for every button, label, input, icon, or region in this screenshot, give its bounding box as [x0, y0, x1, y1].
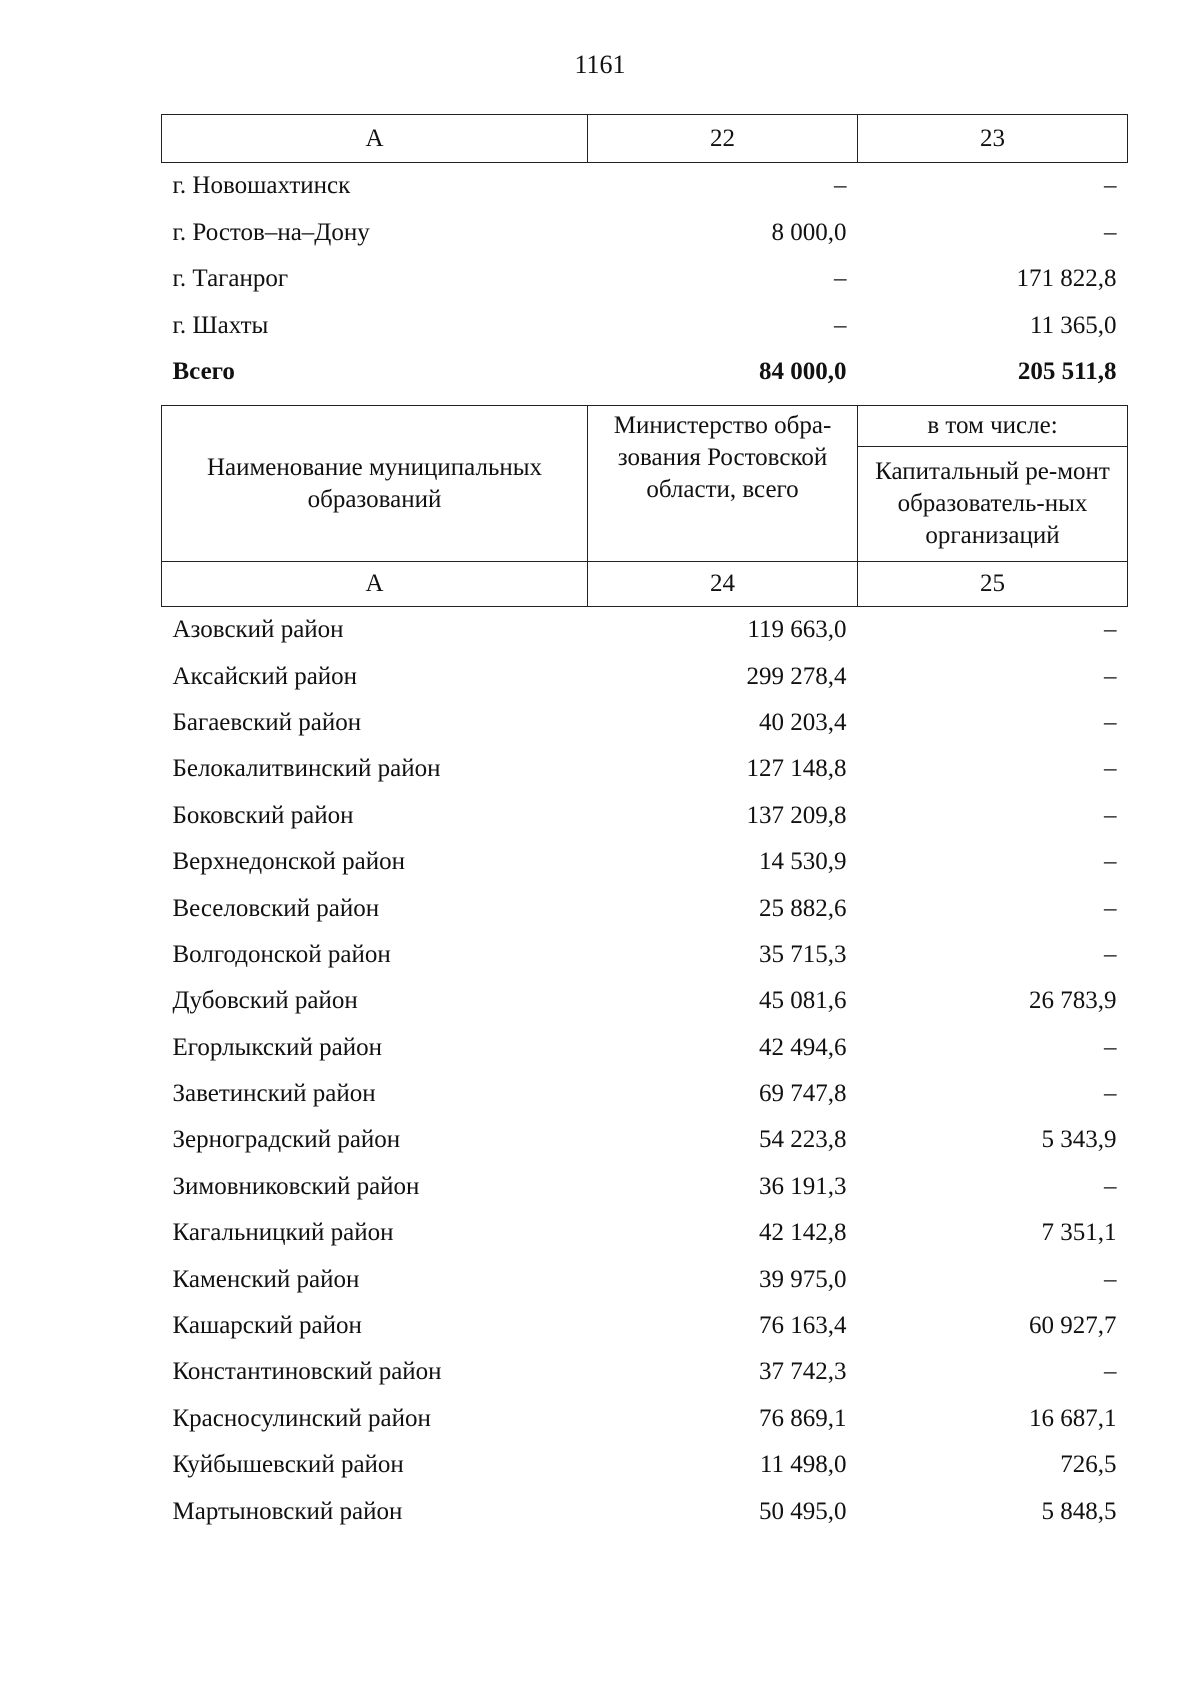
row-value: 14 530,9	[759, 848, 847, 876]
table-row	[162, 1071, 1128, 1117]
table-row	[162, 932, 1128, 978]
row-value: 36 191,3	[759, 1172, 847, 1200]
table-row	[162, 1442, 1128, 1488]
table-row	[162, 793, 1128, 839]
table-main	[161, 405, 1128, 1535]
col-header-23: 23	[858, 115, 1128, 163]
table-row	[162, 1349, 1128, 1395]
row-name: Белокалитвинский район	[172, 755, 441, 783]
row-name: Багаевский район	[172, 708, 362, 736]
col-header-22: 22	[588, 115, 858, 163]
row-name: Дубовский район	[172, 987, 358, 1015]
row-value: 127 148,8	[746, 755, 847, 783]
row-value: 69 747,8	[759, 1080, 847, 1108]
row-value: –	[834, 265, 847, 293]
row-value: 171 822,8	[1016, 265, 1117, 293]
row-value: 5 343,9	[1041, 1126, 1117, 1154]
row-value: –	[1104, 616, 1117, 644]
column-number-row	[162, 562, 1128, 607]
row-value: –	[1104, 894, 1117, 922]
row-name: Всего	[172, 358, 235, 386]
row-name: Каменский район	[172, 1265, 360, 1293]
row-value: –	[1104, 940, 1117, 968]
row-name: Зерноградский район	[172, 1126, 401, 1154]
table-row	[162, 1256, 1128, 1302]
col-number-25: 25	[858, 562, 1128, 607]
row-value: 11 498,0	[759, 1451, 847, 1479]
row-value: 16 687,1	[1029, 1404, 1117, 1432]
row-value: 5 848,5	[1041, 1497, 1117, 1525]
row-name: Волгодонской район	[172, 940, 391, 968]
row-value: 25 882,6	[759, 894, 847, 922]
header-municipality: Наименование муниципальных образований	[162, 406, 588, 562]
row-name: Заветинский район	[172, 1080, 376, 1108]
row-value: 40 203,4	[759, 708, 847, 736]
row-name: г. Ростов–на–Дону	[172, 218, 370, 246]
table-row	[162, 1488, 1128, 1534]
row-value: 76 163,4	[759, 1312, 847, 1340]
table-row	[162, 1025, 1128, 1071]
row-name: г. Таганрог	[172, 265, 289, 293]
row-value: –	[1104, 218, 1117, 246]
header-including: в том числе:	[858, 406, 1128, 447]
row-value: –	[1104, 1265, 1117, 1293]
row-value: –	[1104, 1033, 1117, 1061]
page-number: 1161	[574, 50, 626, 79]
row-value: 7 351,1	[1041, 1219, 1117, 1247]
row-value: 39 975,0	[759, 1265, 847, 1293]
row-value: –	[1104, 662, 1117, 690]
row-value: 11 365,0	[1029, 311, 1117, 339]
row-value: –	[1104, 172, 1117, 200]
table-row	[162, 1164, 1128, 1210]
row-name: Веселовский район	[172, 894, 380, 922]
row-value: 76 869,1	[759, 1404, 847, 1432]
table-row	[162, 700, 1128, 746]
row-value: 119 663,0	[747, 616, 847, 644]
row-name: г. Шахты	[172, 311, 269, 339]
col-number-24: 24	[588, 562, 858, 607]
table-row	[162, 303, 1128, 350]
row-value: 60 927,7	[1029, 1312, 1117, 1340]
table-row	[162, 746, 1128, 792]
table-row	[162, 1117, 1128, 1163]
row-name: Красносулинский район	[172, 1404, 431, 1432]
row-name: Аксайский район	[172, 662, 358, 690]
row-value: 42 142,8	[759, 1219, 847, 1247]
col-number-a: А	[162, 562, 588, 607]
row-value: 8 000,0	[771, 218, 847, 246]
table-row	[162, 1396, 1128, 1442]
table-row	[162, 256, 1128, 303]
table-row	[162, 1303, 1128, 1349]
row-value: 137 209,8	[746, 801, 847, 829]
table-row	[162, 839, 1128, 885]
total-row	[162, 349, 1128, 396]
row-value: 35 715,3	[759, 940, 847, 968]
row-value: –	[1104, 1080, 1117, 1108]
row-name: Егорлыкский район	[172, 1033, 382, 1061]
row-value: 45 081,6	[759, 987, 847, 1015]
row-name: Зимовниковский район	[172, 1172, 420, 1200]
row-value: –	[1104, 801, 1117, 829]
row-name: Куйбышевский район	[172, 1451, 404, 1479]
row-value: –	[1104, 755, 1117, 783]
table-row	[162, 653, 1128, 699]
col-header-a: А	[162, 115, 588, 163]
row-name: Константиновский район	[172, 1358, 442, 1386]
row-name: Азовский район	[172, 616, 344, 644]
table-row	[162, 210, 1128, 257]
header-row	[162, 115, 1128, 163]
row-value: –	[834, 172, 847, 200]
table-top	[161, 114, 1128, 396]
row-value: 50 495,0	[759, 1497, 847, 1525]
header-ministry: Министерство обра-зования Ростовской области, всего	[588, 406, 858, 562]
row-value: 42 494,6	[759, 1033, 847, 1061]
row-value: 37 742,3	[759, 1358, 847, 1386]
row-value: –	[1104, 708, 1117, 736]
row-name: г. Новошахтинск	[172, 172, 351, 200]
row-name: Верхнедонской район	[172, 848, 405, 876]
table-row	[162, 1210, 1128, 1256]
row-name: Кагальницкий район	[172, 1219, 394, 1247]
row-name: Мартыновский район	[172, 1497, 403, 1525]
table-row	[162, 978, 1128, 1024]
row-value: –	[1104, 1358, 1117, 1386]
header-row	[162, 406, 1128, 447]
row-value: –	[1104, 848, 1117, 876]
table-row	[162, 885, 1128, 931]
row-value: 299 278,4	[746, 662, 847, 690]
row-name: Кашарский район	[172, 1312, 362, 1340]
row-name: Боковский район	[172, 801, 354, 829]
row-value: –	[834, 311, 847, 339]
row-value: 205 511,8	[1017, 358, 1117, 386]
row-value: 726,5	[1060, 1451, 1117, 1479]
row-value: 84 000,0	[759, 358, 847, 386]
row-value: 54 223,8	[759, 1126, 847, 1154]
row-value: 26 783,9	[1029, 987, 1117, 1015]
table-row	[162, 163, 1128, 210]
row-value: –	[1104, 1172, 1117, 1200]
header-capital-repair: Капитальный ре-монт образователь-ных организаций	[858, 447, 1128, 562]
table-row	[162, 607, 1128, 654]
